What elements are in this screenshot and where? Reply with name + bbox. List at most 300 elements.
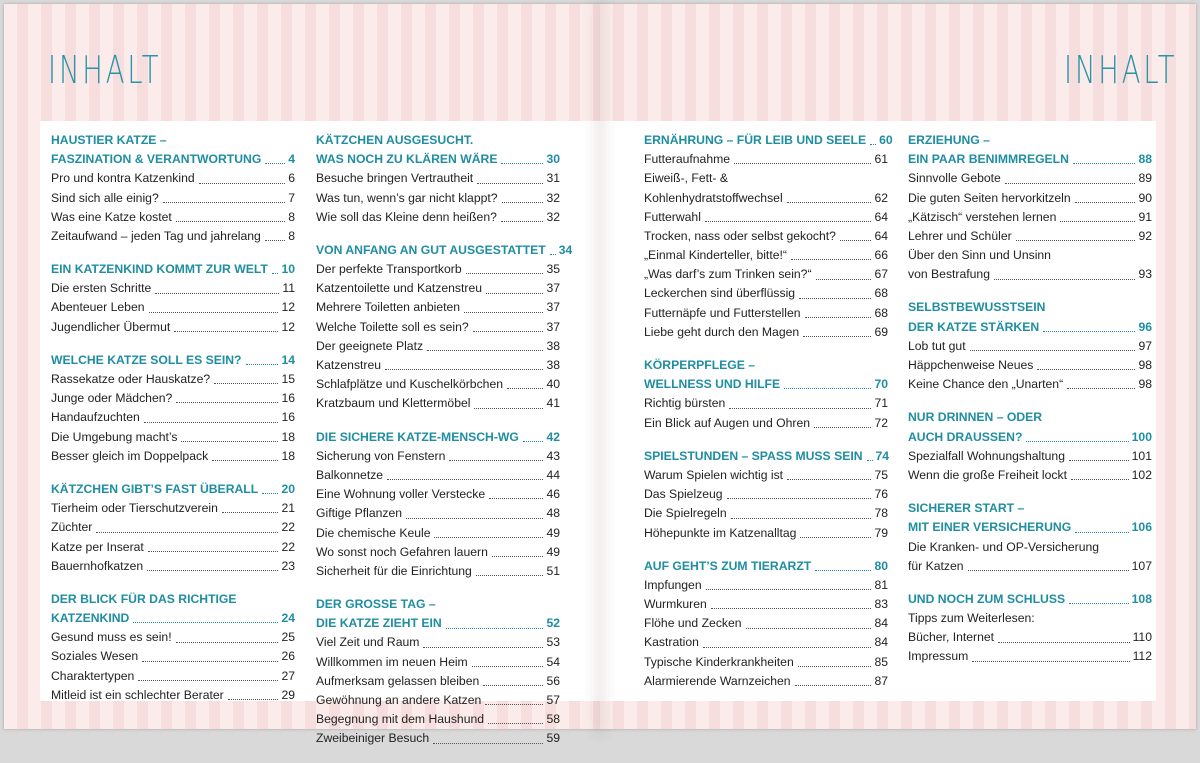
entry-page-number: 78	[874, 506, 888, 521]
entry-page-number: 43	[546, 448, 560, 463]
entry-title: Typische Kinderkrankheiten	[644, 654, 794, 669]
heading-page-number: 20	[281, 481, 295, 496]
toc-section	[644, 447, 888, 543]
heading-text: KÄTZCHEN GIBT’S FAST ÜBERALL	[51, 481, 259, 496]
toc-entry	[908, 609, 1152, 628]
dot-leader	[446, 628, 544, 629]
heading-text: VON ANFANG AN GUT AUSGESTATTET	[316, 242, 546, 257]
entry-title: Über den Sinn und Unsinn	[908, 248, 1051, 263]
toc-entry	[908, 189, 1152, 208]
entry-page-number: 7	[288, 190, 295, 205]
dot-leader	[814, 427, 871, 428]
heading-page-number: 24	[281, 611, 295, 626]
right-page-title: INHALT	[1064, 48, 1178, 92]
entry-title: Kohlenhydratstoffwechsel	[644, 190, 783, 205]
dot-leader	[1069, 460, 1129, 461]
heading-text: AUCH DRAUSSEN?	[908, 429, 1023, 444]
heading-page-number: 42	[546, 429, 560, 444]
toc-entry	[51, 318, 295, 337]
dot-leader	[488, 723, 543, 724]
entry-title: Junge oder Mädchen?	[51, 391, 173, 406]
entry-title: Was eine Katze kostet	[51, 209, 172, 224]
entry-title: Bauernhofkatzen	[51, 558, 144, 573]
dot-leader	[423, 647, 543, 648]
dot-leader	[784, 388, 871, 389]
heading-text: SICHERER START –	[908, 501, 1025, 516]
entry-title: Was tun, wenn’s gar nicht klappt?	[316, 190, 498, 205]
dot-leader	[199, 183, 286, 184]
toc-entry	[316, 672, 560, 691]
toc-entry	[316, 710, 560, 729]
section-heading	[316, 595, 560, 614]
dot-leader	[272, 273, 279, 274]
dot-leader	[476, 575, 544, 576]
dot-leader	[214, 383, 278, 384]
entry-page-number: 22	[281, 520, 295, 535]
entry-title: Richtig bürsten	[644, 396, 726, 411]
dot-leader	[466, 273, 544, 274]
dot-leader	[181, 441, 278, 442]
toc-entry	[316, 466, 560, 485]
entry-page-number: 66	[874, 248, 888, 263]
entry-title: Begegnung mit dem Haushund	[316, 712, 485, 727]
entry-page-number: 84	[874, 616, 888, 631]
entry-title: Handaufzuchten	[51, 410, 140, 425]
entry-title: Die Spielregeln	[644, 506, 727, 521]
entry-page-number: 71	[874, 396, 888, 411]
entry-page-number: 16	[281, 410, 295, 425]
toc-entry	[316, 653, 560, 672]
entry-title: Tipps zum Weiterlesen:	[908, 611, 1035, 626]
dot-leader	[800, 537, 871, 538]
heading-page-number: 34	[558, 242, 573, 257]
toc-entry	[644, 672, 888, 691]
section-heading	[316, 150, 560, 169]
dot-leader	[867, 460, 873, 461]
left-toc-panel	[40, 121, 600, 746]
entry-page-number: 37	[546, 319, 560, 334]
section-heading	[908, 131, 1152, 150]
heading-page-number: 14	[281, 352, 295, 367]
toc-entry	[51, 208, 295, 227]
toc-entry	[316, 299, 560, 318]
entry-title: Sicherheit für die Einrichtung	[316, 563, 472, 578]
heading-text: WELCHE KATZE SOLL ES SEIN?	[51, 352, 242, 367]
entry-title: Zeitaufwand – jeden Tag und jahrelang	[51, 228, 261, 243]
toc-section	[51, 590, 295, 705]
section-heading	[51, 150, 295, 169]
entry-page-number: 49	[546, 544, 560, 559]
toc-entry	[51, 428, 295, 447]
dot-leader	[262, 493, 278, 494]
entry-title: Kratzbaum und Klettermöbel	[316, 396, 471, 411]
toc-entry	[51, 227, 295, 246]
entry-page-number: 64	[874, 209, 888, 224]
heading-text: SELBSTBEWUSSTSEIN	[908, 300, 1046, 315]
entry-title: Gesund muss es sein!	[51, 630, 172, 645]
dot-leader	[449, 460, 543, 461]
toc-entry	[644, 595, 888, 614]
dot-leader	[805, 317, 872, 318]
section-heading	[316, 241, 573, 260]
dot-leader	[485, 704, 543, 705]
section-heading	[316, 428, 560, 447]
entry-page-number: 72	[874, 415, 888, 430]
heading-text: KÄTZCHEN AUSGESUCHT.	[316, 132, 474, 147]
entry-page-number: 25	[281, 630, 295, 645]
dot-leader	[705, 221, 872, 222]
entry-page-number: 75	[874, 467, 888, 482]
dot-leader	[870, 144, 876, 145]
dot-leader	[176, 402, 278, 403]
dot-leader	[1043, 331, 1135, 332]
heading-text: EIN PAAR BENIMMREGELN	[908, 152, 1069, 167]
entry-page-number: 92	[1138, 228, 1152, 243]
toc-entry	[51, 408, 295, 427]
section-heading	[908, 150, 1152, 169]
toc-entry	[316, 729, 560, 748]
toc-entry	[644, 524, 888, 543]
dot-leader	[228, 699, 279, 700]
entry-page-number: 53	[546, 635, 560, 650]
dot-leader	[746, 628, 872, 629]
heading-text: KÖRPERPFLEGE –	[644, 358, 756, 373]
heading-text: DER GROSSE TAG –	[316, 597, 436, 612]
toc-entry	[316, 394, 560, 413]
entry-page-number: 37	[546, 281, 560, 296]
entry-title: Die chemische Keule	[316, 525, 431, 540]
heading-page-number: 70	[874, 377, 888, 392]
dot-leader	[729, 408, 871, 409]
toc-section	[316, 595, 560, 749]
dot-leader	[477, 183, 543, 184]
toc-entry	[644, 323, 888, 342]
heading-text: UND NOCH ZUM SCHLUSS	[908, 591, 1066, 606]
heading-text: FASZINATION & VERANTWORTUNG	[51, 152, 262, 167]
entry-title: Das Spielzeug	[644, 487, 723, 502]
toc-entry	[51, 299, 295, 318]
section-heading	[644, 557, 888, 576]
dot-leader	[1005, 183, 1136, 184]
dot-leader	[703, 647, 872, 648]
entry-title: Tierheim oder Tierschutzverein	[51, 501, 218, 516]
dot-leader	[795, 685, 872, 686]
dot-leader	[385, 369, 543, 370]
toc-entry	[51, 370, 295, 389]
toc-section	[51, 351, 295, 466]
entry-title: Charaktertypen	[51, 668, 135, 683]
toc-entry	[51, 189, 295, 208]
entry-page-number: 64	[874, 228, 888, 243]
section-heading	[908, 518, 1152, 537]
entry-title: Eiweiß-, Fett- &	[644, 171, 728, 186]
dot-leader	[176, 221, 285, 222]
entry-page-number: 29	[281, 687, 295, 702]
heading-text: WELLNESS UND HILFE	[644, 377, 781, 392]
heading-page-number: 30	[546, 152, 560, 167]
dot-leader	[96, 532, 278, 533]
toc-column-4	[908, 131, 1152, 681]
toc-section	[644, 356, 888, 433]
dot-leader	[799, 298, 871, 299]
entry-title: Gewöhnung an andere Katzen	[316, 693, 482, 708]
toc-entry	[908, 557, 1152, 576]
dot-leader	[387, 479, 543, 480]
entry-page-number: 15	[281, 372, 295, 387]
toc-entry	[316, 485, 560, 504]
heading-page-number: 52	[546, 616, 560, 631]
entry-page-number: 87	[874, 673, 888, 688]
dot-leader	[427, 350, 543, 351]
toc-entry	[51, 686, 295, 705]
entry-title: Abenteuer Leben	[51, 300, 145, 315]
entry-page-number: 12	[281, 300, 295, 315]
toc-entry	[316, 562, 560, 581]
toc-entry	[644, 634, 888, 653]
entry-page-number: 38	[546, 358, 560, 373]
entry-page-number: 57	[546, 693, 560, 708]
dot-leader	[474, 408, 543, 409]
dot-leader	[727, 498, 872, 499]
toc-entry	[51, 389, 295, 408]
entry-page-number: 93	[1138, 267, 1152, 282]
dot-leader	[502, 202, 544, 203]
entry-title: Viel Zeit und Raum	[316, 635, 420, 650]
toc-entry	[644, 576, 888, 595]
section-heading	[644, 356, 888, 375]
entry-title: Wo sonst noch Gefahren lauern	[316, 544, 488, 559]
entry-title: Die guten Seiten hervorkitzeln	[908, 190, 1071, 205]
entry-page-number: 83	[874, 597, 888, 612]
entry-page-number: 90	[1138, 190, 1152, 205]
entry-page-number: 38	[546, 338, 560, 353]
toc-entry	[908, 466, 1152, 485]
entry-title: Flöhe und Zecken	[644, 616, 742, 631]
dot-leader	[1069, 603, 1129, 604]
dot-leader	[434, 537, 543, 538]
entry-title: Höhepunkte im Katzenalltag	[644, 525, 797, 540]
dot-leader	[815, 570, 871, 571]
toc-section	[51, 131, 295, 246]
toc-entry	[908, 227, 1152, 246]
toc-entry	[316, 356, 560, 375]
dot-leader	[1075, 202, 1136, 203]
dot-leader	[1037, 369, 1135, 370]
left-page	[4, 4, 600, 746]
right-page	[600, 4, 1196, 729]
entry-title: „Einmal Kinderteller, bitte!“	[644, 248, 787, 263]
entry-page-number: 31	[546, 171, 560, 186]
entry-title: Lob tut gut	[908, 338, 966, 353]
entry-page-number: 27	[281, 668, 295, 683]
entry-title: Katzenstreu	[316, 358, 382, 373]
dot-leader	[523, 441, 544, 442]
dot-leader	[147, 570, 278, 571]
section-heading	[644, 447, 888, 466]
toc-entry	[316, 189, 560, 208]
entry-title: Eine Wohnung voller Verstecke	[316, 487, 486, 502]
dot-leader	[787, 202, 872, 203]
entry-page-number: 54	[546, 654, 560, 669]
entry-page-number: 21	[281, 501, 295, 516]
entry-title: Lehrer und Schüler	[908, 228, 1012, 243]
toc-section	[908, 590, 1152, 667]
toc-section	[908, 131, 1152, 285]
entry-page-number: 69	[874, 324, 888, 339]
entry-page-number: 37	[546, 300, 560, 315]
dot-leader	[155, 293, 279, 294]
entry-title: Sicherung von Fenstern	[316, 448, 446, 463]
entry-title: Sind sich alle einig?	[51, 190, 159, 205]
heading-text: ERNÄHRUNG – FÜR LEIB UND SEELE	[644, 132, 867, 147]
entry-title: Welche Toilette soll es sein?	[316, 319, 469, 334]
entry-title: Futterwahl	[644, 209, 701, 224]
entry-title: Trocken, nass oder selbst gekocht?	[644, 228, 836, 243]
entry-page-number: 98	[1138, 377, 1152, 392]
dot-leader	[550, 254, 556, 255]
entry-page-number: 11	[282, 281, 295, 296]
dot-leader	[972, 661, 1129, 662]
entry-title: Warum Spielen wichtig ist	[644, 467, 784, 482]
section-heading	[908, 318, 1152, 337]
entry-title: Der geeignete Platz	[316, 338, 424, 353]
dot-leader	[148, 551, 279, 552]
toc-entry	[644, 246, 888, 265]
dot-leader	[798, 666, 872, 667]
heading-text: NUR DRINNEN – ODER	[908, 410, 1043, 425]
heading-page-number: 88	[1138, 152, 1152, 167]
toc-column-1	[51, 131, 295, 719]
entry-page-number: 101	[1131, 448, 1152, 463]
entry-page-number: 35	[546, 262, 560, 277]
heading-page-number: 4	[288, 152, 295, 167]
toc-entry	[316, 208, 560, 227]
entry-page-number: 18	[281, 429, 295, 444]
entry-page-number: 84	[874, 635, 888, 650]
dot-leader	[212, 460, 278, 461]
entry-title: Katzentoilette und Katzenstreu	[316, 281, 482, 296]
dot-leader	[1026, 441, 1128, 442]
entry-title: Wurmkuren	[644, 597, 707, 612]
entry-page-number: 51	[546, 563, 560, 578]
toc-entry	[908, 538, 1152, 557]
entry-title: „Kätzisch“ verstehen lernen	[908, 209, 1057, 224]
toc-entry	[644, 394, 888, 413]
dot-leader	[791, 259, 872, 260]
dot-leader	[142, 661, 278, 662]
entry-page-number: 98	[1138, 358, 1152, 373]
toc-entry	[316, 375, 560, 394]
section-heading	[51, 590, 295, 609]
dot-leader	[473, 331, 544, 332]
entry-title: Wie soll das Kleine denn heißen?	[316, 209, 497, 224]
heading-page-number: 96	[1138, 319, 1152, 334]
entry-title: für Katzen	[908, 558, 964, 573]
entry-page-number: 48	[546, 506, 560, 521]
toc-section	[51, 480, 295, 576]
entry-page-number: 59	[546, 731, 560, 746]
entry-title: Zweibeiniger Besuch	[316, 731, 430, 746]
dot-leader	[163, 202, 285, 203]
toc-entry	[51, 538, 295, 557]
heading-page-number: 74	[875, 448, 890, 463]
dot-leader	[1073, 163, 1136, 164]
entry-title: Wenn die große Freiheit lockt	[908, 467, 1067, 482]
dot-leader	[501, 163, 543, 164]
entry-title: Spezialfall Wohnungshaltung	[908, 448, 1065, 463]
entry-title: von Bestrafung	[908, 267, 990, 282]
dot-leader	[507, 388, 543, 389]
entry-page-number: 41	[546, 396, 560, 411]
section-heading	[908, 299, 1152, 318]
entry-title: Giftige Pflanzen	[316, 506, 403, 521]
toc-entry	[51, 667, 295, 686]
entry-page-number: 107	[1131, 558, 1152, 573]
heading-page-number: 106	[1131, 520, 1152, 535]
dot-leader	[483, 685, 543, 686]
entry-page-number: 81	[874, 577, 888, 592]
toc-entry	[51, 648, 295, 667]
entry-page-number: 8	[288, 228, 295, 243]
book-spread	[4, 4, 1196, 746]
toc-entry	[644, 169, 888, 188]
entry-title: Sinnvolle Gebote	[908, 171, 1001, 186]
toc-entry	[316, 524, 560, 543]
entry-title: Mehrere Toiletten anbieten	[316, 300, 461, 315]
entry-title: Balkonnetze	[316, 467, 384, 482]
entry-title: Rassekatze oder Hauskatze?	[51, 372, 211, 387]
toc-entry	[316, 260, 560, 279]
section-heading	[908, 499, 1152, 518]
toc-entry	[316, 447, 560, 466]
toc-entry	[316, 504, 560, 523]
section-heading	[51, 609, 295, 628]
section-heading	[316, 131, 560, 150]
dot-leader	[138, 680, 278, 681]
entry-title: Besser gleich im Doppelpack	[51, 448, 209, 463]
entry-page-number: 62	[874, 190, 888, 205]
toc-entry	[644, 304, 888, 323]
entry-page-number: 110	[1132, 630, 1152, 645]
section-heading	[908, 590, 1152, 609]
entry-title: Alarmierende Warnzeichen	[644, 673, 791, 688]
section-heading	[51, 351, 295, 370]
entry-title: Mitleid ist ein schlechter Berater	[51, 687, 224, 702]
toc-entry	[644, 285, 888, 304]
entry-title: Die ersten Schritte	[51, 281, 152, 296]
entry-title: Liebe geht durch den Magen	[644, 324, 800, 339]
entry-page-number: 58	[546, 712, 560, 727]
dot-leader	[731, 518, 872, 519]
toc-entry	[644, 653, 888, 672]
entry-page-number: 85	[874, 654, 888, 669]
heading-text: KATZENKIND	[51, 611, 130, 626]
toc-section	[316, 131, 560, 227]
dot-leader	[492, 556, 544, 557]
toc-entry	[908, 447, 1152, 466]
section-heading	[51, 131, 295, 150]
entry-page-number: 16	[281, 391, 295, 406]
entry-title: Kastration	[644, 635, 699, 650]
entry-title: Schlafplätze und Kuschelkörbchen	[316, 377, 503, 392]
heading-page-number: 100	[1131, 429, 1152, 444]
dot-leader	[998, 642, 1130, 643]
heading-text: MIT EINER VERSICHERUNG	[908, 520, 1072, 535]
left-page-title: INHALT	[48, 48, 162, 92]
toc-section	[908, 408, 1152, 485]
heading-page-number: 10	[281, 262, 295, 277]
dot-leader	[1016, 240, 1136, 241]
